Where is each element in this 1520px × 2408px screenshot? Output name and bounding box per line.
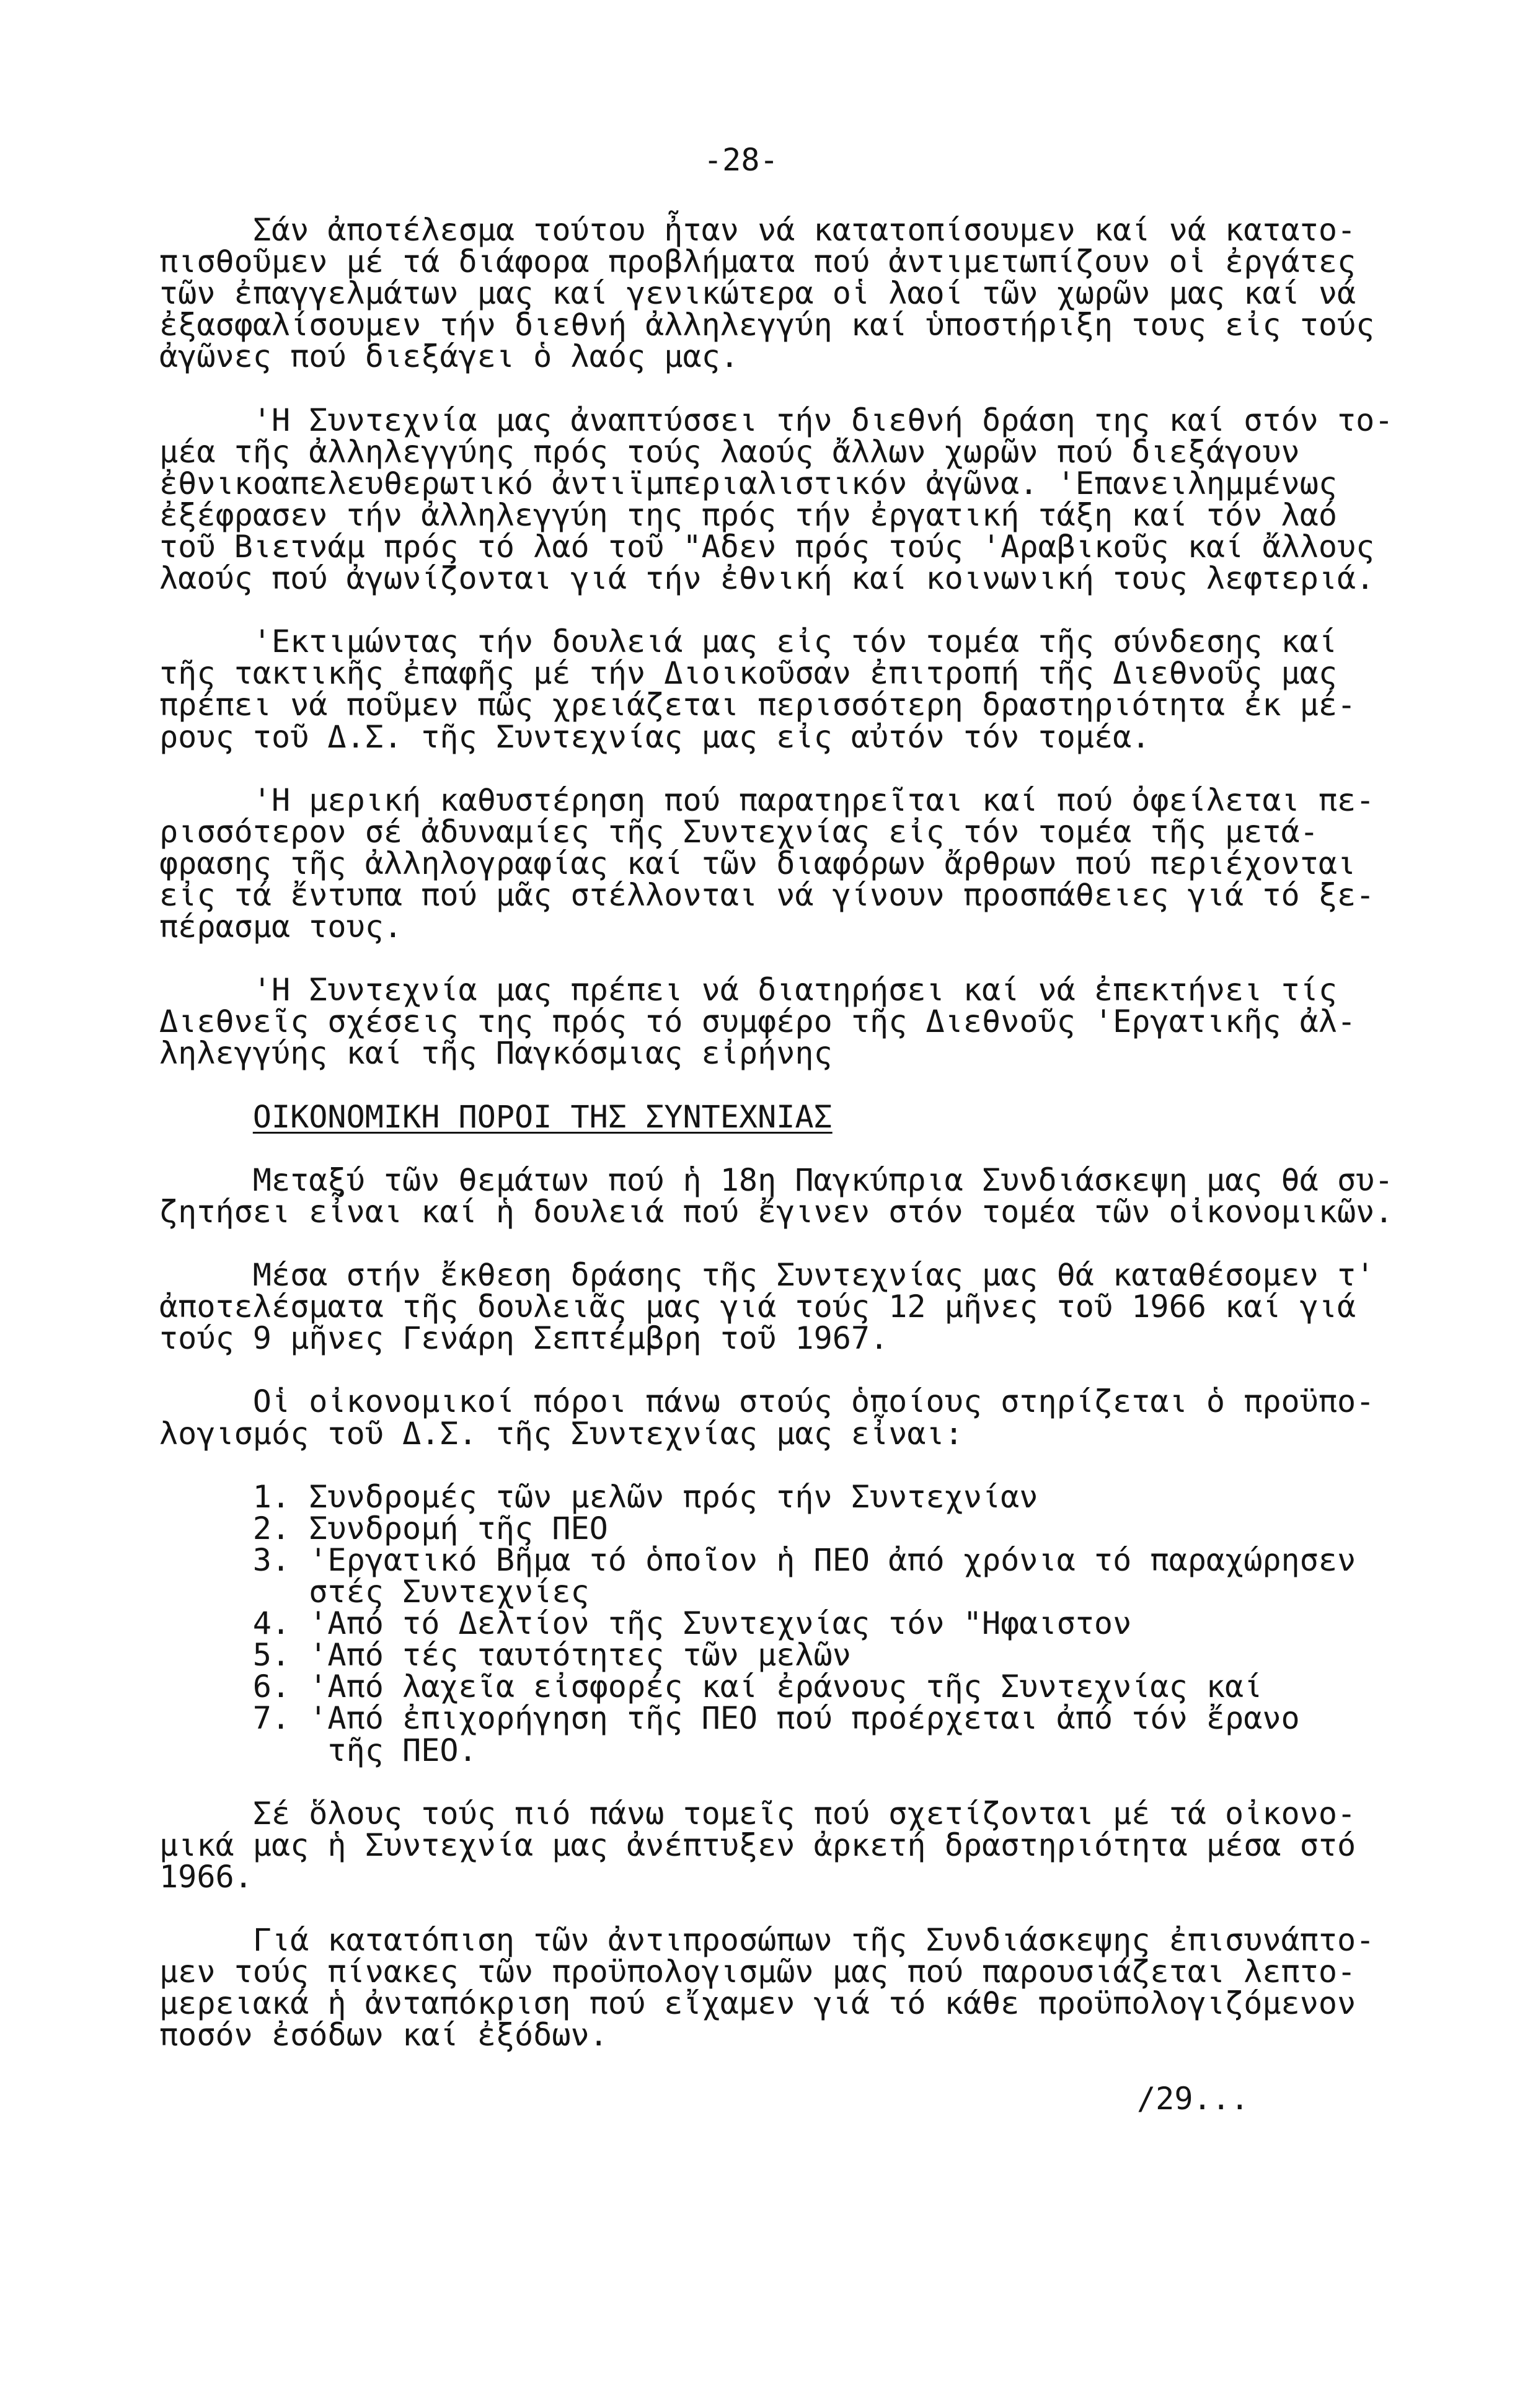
- text-line: Γιά κατατόπιση τῶν ἀντιπροσώπων τῆς Συνδιάσκεψης ἐπισυνάπτο-: [252, 1921, 1375, 1959]
- list-item: [159, 1605, 1492, 1642]
- text-line: πισθοῦμεν μέ τά διάφορα προβλήματα πού ἀντιμετωπίζουν οἱ ἐργάτες: [159, 243, 1356, 280]
- text-line: ἐθνικοαπελευθερωτικό ἀντιϊμπεριαλιστικόν ἀγῶνα. 'Επανειλημμένως: [159, 464, 1338, 501]
- text-line: Μεταξύ τῶν θεμάτων πού ἡ 18η Παγκύπρια Συνδιάσκεψη μας θά συ-: [252, 1161, 1394, 1198]
- list-text: 'Από ἐπιχορήγηση τῆς ΠΕΟ πού προέρχεται ἀπό τόν ἔρανο: [309, 1700, 1300, 1737]
- list-number: 1.: [252, 1478, 291, 1515]
- text-line: 'Η Συντεχνία μας πρέπει νά διατηρήσει καί νά ἐπεκτήνει τίς: [252, 971, 1338, 1008]
- list-number: 3.: [252, 1541, 291, 1578]
- text-line: 'Η μερική καθυστέρηση πού παρατηρεῖται καί πού ὀφείλεται πε-: [252, 781, 1375, 818]
- list-item: [159, 1700, 1492, 1737]
- text-line: ἐξέφρασεν τήν ἀλληλεγγύη της πρός τήν ἐργατική τάξη καί τόν λαό: [159, 496, 1338, 533]
- text-line: Μέσα στήν ἔκθεση δράσης τῆς Συντεχνίας μας θά καταθέσομεν τ': [252, 1256, 1375, 1294]
- list-text: 'Από λαχεῖα εἰσφορές καί ἐράνους τῆς Συντεχνίας καί: [309, 1668, 1263, 1705]
- list-text: 'Από τές ταυτότητες τῶν μελῶν: [309, 1636, 851, 1674]
- text-line: φρασης τῆς ἀλληλογραφίας καί τῶν διαφόρων ἄρθρων πού περιέχονται: [159, 844, 1356, 881]
- list-item: [159, 1509, 1492, 1546]
- text-line: ρους τοῦ Δ.Σ. τῆς Συντεχνίας μας εἰς αὐτόν τόν τομέα.: [159, 718, 1151, 755]
- list-number: 6.: [252, 1668, 291, 1705]
- list-text: Συνδρομή τῆς ΠΕΟ: [309, 1509, 608, 1546]
- text-line: μερειακά ἡ ἀνταπόκριση πού εἴχαμεν γιά τό κάθε προϋπολογιζόμενον: [159, 1985, 1356, 2022]
- list-text: 'Εργατικό Βῆμα τό ὁποῖον ἡ ΠΕΟ ἀπό χρόνια τό παραχώρησεν: [309, 1541, 1356, 1578]
- list-number: 5.: [252, 1636, 291, 1674]
- paragraph-9: [159, 1794, 1492, 1895]
- text-line: 'Εκτιμώντας τήν δουλειά μας εἰς τόν τομέα τῆς σύνδεσης καί: [252, 623, 1338, 660]
- text-line: 'Η Συντεχνία μας ἀναπτύσσει τήν διεθνή δράση της καί στόν το-: [252, 401, 1394, 438]
- list-number: 4.: [252, 1605, 291, 1642]
- list-text: στές Συντεχνίες: [309, 1573, 590, 1610]
- text-line: πρέπει νά ποῦμεν πῶς χρειάζεται περισσότερη δραστηριότητα ἐκ μέ-: [159, 686, 1356, 723]
- text-line: μικά μας ἡ Συντεχνία μας ἀνέπτυξεν ἀρκετή δραστηριότητα μέσα στό: [159, 1826, 1356, 1863]
- text-line: ποσόν ἐσόδων καί ἐξόδων.: [159, 2016, 608, 2053]
- list-text: 'Από τό Δελτίον τῆς Συντεχνίας τόν "Ηφαιστον: [309, 1605, 1132, 1642]
- text-line: Σέ ὅλους τούς πιό πάνω τομεῖς πού σχετίζονται μέ τά οἰκονο-: [252, 1794, 1356, 1832]
- text-line: ρισσότερον σέ ἀδυναμίες τῆς Συντεχνίας εἰς τόν τομέα τῆς μετά-: [159, 813, 1319, 850]
- list-item-continuation: [159, 1573, 1492, 1610]
- text-line: τοῦ Βιετνάμ πρός τό λαό τοῦ "Αδεν πρός τούς 'Αραβικοῦς καί ἄλλους: [159, 527, 1375, 565]
- text-line: λογισμός τοῦ Δ.Σ. τῆς Συντεχνίας μας εἶναι:: [159, 1414, 963, 1452]
- section-heading-text: ΟΙΚΟΝΟΜΙΚΗ ΠΟΡΟΙ ΤΗΣ ΣΥΝΤΕΧΝΙΑΣ: [252, 1098, 833, 1135]
- text-line: τῶν ἐπαγγελμάτων μας καί γενικώτερα οἱ λαοί τῶν χωρῶν μας καί νά: [159, 275, 1356, 312]
- text-line: λαούς πού ἀγωνίζονται γιά τήν ἐθνική καί κοινωνική τους λεφτεριά.: [159, 560, 1375, 597]
- text-line: ἀγῶνες πού διεξάγει ὁ λαός μας.: [159, 338, 739, 375]
- paragraph-5: [159, 971, 1492, 1072]
- section-heading: [159, 1098, 1492, 1135]
- text-line: τῆς τακτικῆς ἐπαφῆς μέ τήν Διοικοῦσαν ἐπιτροπή τῆς Διεθνοῦς μας: [159, 655, 1338, 692]
- paragraph-4: [159, 781, 1492, 945]
- text-line: μεν τούς πίνακες τῶν προϋπολογισμῶν μας πού παρουσιάζεται λεπτο-: [159, 1953, 1356, 1990]
- list-item: [159, 1478, 1492, 1515]
- paragraph-3: [159, 623, 1492, 755]
- list-item: [159, 1636, 1492, 1674]
- paragraph-6: [159, 1161, 1492, 1230]
- continuation-marker: /29...: [1137, 2079, 1249, 2117]
- list-item-continuation: [159, 1731, 1492, 1768]
- text-line: Σάν ἀποτέλεσμα τούτου ἦταν νά κατατοπίσουμεν καί νά κατατο-: [252, 211, 1356, 248]
- list-number: 7.: [252, 1700, 291, 1737]
- list-text: τῆς ΠΕΟ.: [327, 1731, 477, 1768]
- text-line: τούς 9 μῆνες Γενάρη Σεπτέμβρη τοῦ 1967.: [159, 1320, 889, 1357]
- paragraph-1: [159, 211, 1492, 375]
- list-text: Συνδρομές τῶν μελῶν πρός τήν Συντεχνίαν: [309, 1478, 1038, 1515]
- paragraph-7: [159, 1256, 1492, 1357]
- paragraph-8: [159, 1383, 1492, 1452]
- page-number: -28-: [704, 141, 779, 178]
- text-line: μέα τῆς ἀλληλεγγύης πρός τούς λαούς ἄλλων χωρῶν πού διεξάγουν: [159, 433, 1300, 470]
- list-item: [159, 1668, 1492, 1705]
- text-line: 1966.: [159, 1858, 253, 1895]
- text-line: Διεθνεῖς σχέσεις της πρός τό συμφέρο τῆς Διεθνοῦς 'Εργατικῆς ἀλ-: [159, 1003, 1356, 1040]
- document-body: [159, 211, 1492, 2117]
- text-line: Οἱ οἰκονομικοί πόροι πάνω στούς ὁποίους στηρίζεται ὁ προϋπο-: [252, 1383, 1375, 1420]
- text-line: ἐξασφαλίσουμεν τήν διεθνή ἀλληλεγγύη καί ὑποστήριξη τους εἰς τούς: [159, 306, 1375, 343]
- resources-list: [159, 1478, 1492, 1768]
- text-line: ληλεγγύης καί τῆς Παγκόσμιας εἰρήνης: [159, 1034, 833, 1072]
- list-item: [159, 1541, 1492, 1578]
- text-line: εἰς τά ἔντυπα πού μᾶς στέλλονται νά γίνουν προσπάθειες γιά τό ξε-: [159, 876, 1375, 913]
- paragraph-2: [159, 401, 1492, 597]
- text-line: πέρασμα τους.: [159, 908, 403, 945]
- text-line: ἀποτελέσματα τῆς δουλειᾶς μας γιά τούς 12 μῆνες τοῦ 1966 καί γιά: [159, 1288, 1356, 1325]
- list-number: 2.: [252, 1509, 291, 1546]
- text-line: ζητήσει εἶναι καί ἡ δουλειά πού ἔγινεν στόν τομέα τῶν οἰκονομικῶν.: [159, 1193, 1394, 1230]
- paragraph-10: [159, 1921, 1492, 2053]
